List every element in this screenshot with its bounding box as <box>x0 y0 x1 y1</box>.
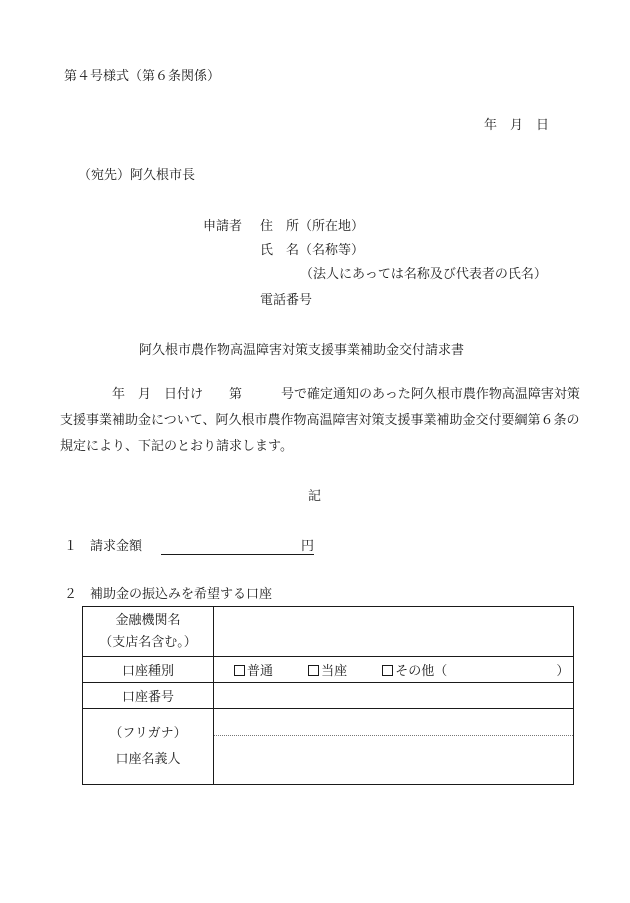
applicant-corp-note: （法人にあっては名称及び代表者の氏名） <box>300 267 547 282</box>
applicant-address-label: 住 所（所在地） <box>260 219 365 234</box>
option-touza-label: 当座 <box>321 664 348 679</box>
item2-label: 補助金の振込みを希望する口座 <box>90 587 273 602</box>
number-value-cell[interactable] <box>214 683 574 709</box>
holder-label: 口座名義人 <box>115 751 181 767</box>
bank-label-line1: 金融機関名 <box>115 612 181 628</box>
checkbox-icon[interactable] <box>382 665 393 676</box>
holder-row <box>83 709 574 785</box>
option-other[interactable] <box>382 660 552 679</box>
number-label: 口座番号 <box>83 683 214 709</box>
type-options-cell <box>214 657 574 683</box>
bank-label-cell <box>83 607 214 657</box>
item1-label: 請求金額 <box>90 539 143 554</box>
body-paragraph: 年 月 日付け 第 号で確定通知のあった阿久根市農作物高温障害対策支援事業補助金について、阿久根市農作物高温障害対策支援事業補助金交付要綱第６条の規定により、下記のとおり請求します。 <box>60 387 580 454</box>
option-futsu-label: 普通 <box>247 664 274 679</box>
number-row <box>83 683 574 709</box>
type-label: 口座種別 <box>83 657 214 683</box>
option-other-label: その他（ <box>395 664 448 679</box>
applicant-role-label: 申請者 <box>203 219 243 234</box>
bank-label-line2: （支店名含む。） <box>99 634 197 650</box>
item2-number: ２ <box>64 587 78 602</box>
account-table <box>82 606 574 785</box>
applicant-phone-label: 電話番号 <box>260 293 313 308</box>
form-number: 第４号様式（第６条関係） <box>64 69 221 84</box>
date-line: 年 月 日 <box>484 118 550 133</box>
furigana-field[interactable] <box>214 709 573 735</box>
amount-underline <box>161 554 314 555</box>
option-futsu[interactable] <box>234 660 304 679</box>
addressee: （宛先）阿久根市長 <box>78 168 196 183</box>
checkbox-icon[interactable] <box>234 665 245 676</box>
item1-unit: 円 <box>301 539 315 554</box>
holder-value-cell[interactable] <box>214 709 574 785</box>
holder-label-cell <box>83 709 214 785</box>
type-row <box>83 657 574 683</box>
option-touza[interactable] <box>308 660 378 679</box>
bank-row <box>83 607 574 657</box>
bank-value-cell[interactable] <box>214 607 574 657</box>
applicant-name-label: 氏 名（名称等） <box>260 243 365 258</box>
ki-heading: 記 <box>308 489 322 504</box>
document-title: 阿久根市農作物高温障害対策支援事業補助金交付請求書 <box>139 343 465 358</box>
option-other-close: ） <box>556 664 570 679</box>
furigana-label: （フリガナ） <box>109 725 187 741</box>
item1-number: １ <box>64 539 78 554</box>
checkbox-icon[interactable] <box>308 665 319 676</box>
furigana-divider <box>214 735 573 736</box>
